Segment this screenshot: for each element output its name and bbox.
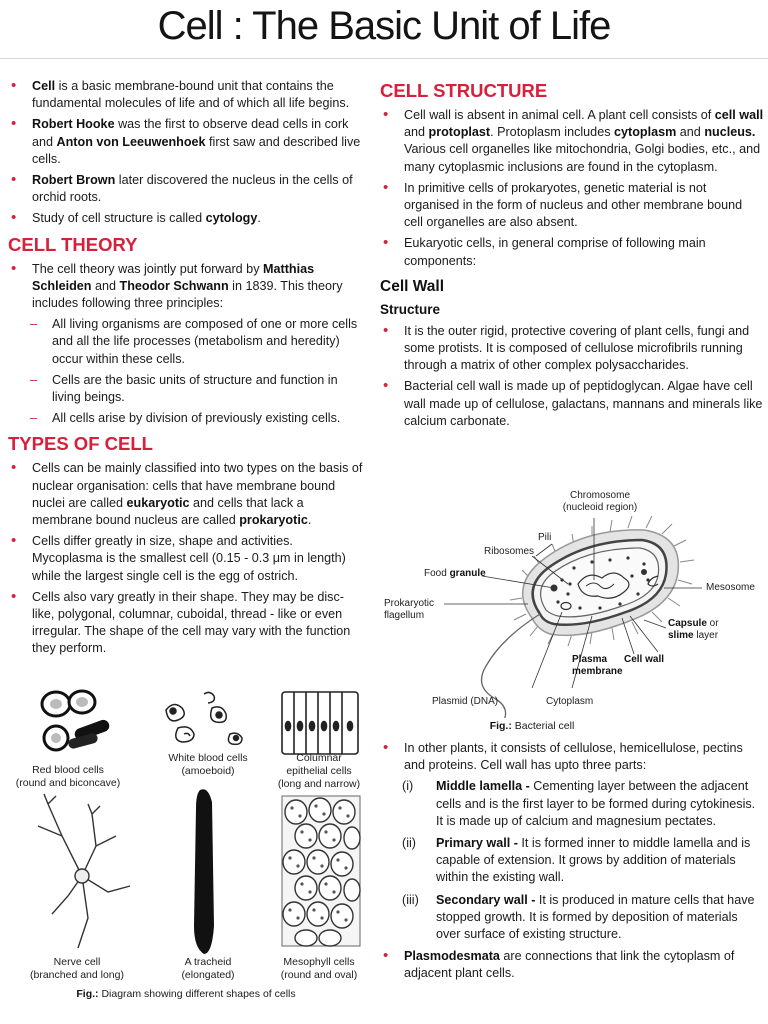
wbc-drawing — [166, 692, 242, 744]
food-granule-label: Food granule — [424, 568, 486, 579]
right-column-bottom — [380, 740, 764, 987]
types-point-3: • Cells also vary greatly in their shape. They may be disc-like, polygonal, columnar, cuboidal, thread - like or even irregular. The shape of the cell may vary with the function they perform. — [8, 589, 364, 658]
cell-wall-label: Cell wall — [624, 654, 665, 665]
bacterial-cell-drawing — [382, 488, 762, 718]
wall-part-secondary: (iii) Secondary wall - It is produced in mature cells that have stopped growth. It is formed by deposition of materials over surface of existing structure. — [402, 892, 755, 942]
cell-shapes-figure — [8, 686, 364, 1006]
capsule-label: Capsule or slime layer — [668, 618, 719, 641]
flagellum-label: Prokaryotic flagellum — [384, 598, 435, 621]
principle-2: – Cells are the basic units of structure and function in living beings. — [8, 372, 364, 406]
bacterial-figure-caption: Fig.: Bacterial cell — [489, 720, 575, 732]
cell-wall-heading: Cell Wall — [380, 277, 445, 295]
mesophyll-drawing — [282, 796, 360, 946]
cell-theory-heading: CELL THEORY — [8, 233, 138, 255]
rbc-drawing — [42, 691, 111, 750]
structure-point-3: • Eukaryotic cells, in general comprise of following main components: — [380, 235, 764, 269]
chromosome-label: Chromosome (nucleoid region) — [562, 490, 638, 513]
title-divider — [0, 58, 768, 59]
bacterial-cell-figure — [382, 488, 762, 738]
cytoplasm-label: Cytoplasm — [546, 696, 594, 707]
cell-shapes-drawing — [8, 686, 364, 986]
pili-label: Pili — [538, 532, 552, 543]
columnar-drawing — [282, 692, 358, 754]
structure-point-2: • In primitive cells of prokaryotes, genetic material is not organised in the form of nucleus and other membrane bound cell organelles are also absent. — [380, 180, 764, 232]
left-column — [8, 78, 364, 662]
shapes-figure-caption: Fig.: Diagram showing different shapes of cells — [76, 988, 296, 1000]
nerve-drawing — [38, 794, 130, 948]
right-column — [380, 78, 764, 434]
types-point-2: • Cells differ greatly in size, shape and activities. Mycoplasma is the smallest cell (0.15 - 0.3 μm in length) while the largest single cell is the egg of ostrich. — [8, 533, 364, 585]
page-title: Cell : The Basic Unit of Life — [157, 4, 611, 48]
intro-point-3: • Robert Brown later discovered the nucleus in the cells of orchid roots. — [8, 172, 364, 206]
wall-part-primary: (ii) Primary wall - It is formed inner to middle lamella and is capable of extension. It grows by addition of materials within the existing wall. — [402, 836, 751, 885]
intro-point-2: • Robert Hooke was the first to observe dead cells in cork and Anton von Leeuwenhoek first saw and described live cells. — [8, 116, 364, 168]
intro-point-1: • Cell is a basic membrane-bound unit that contains the fundamental molecules of life and of which all life begins. — [8, 78, 364, 112]
principle-1: – All living organisms are composed of one or more cells and all the life processes (metabolism and heredity) occur within these cells. — [8, 316, 364, 368]
intro-point-4: • Study of cell structure is called cytology. — [8, 210, 364, 227]
rbc-caption: Red blood cells (round and biconcave) — [15, 764, 121, 789]
wbc-caption: White blood cells (amoeboid) — [168, 752, 248, 777]
ribosomes-label: Ribosomes — [484, 546, 535, 557]
types-point-1: • Cells can be mainly classified into two types on the basis of nuclear organisation: cells that have membrane bound nuclei are called eukaryotic and cells that lack a membrane bound nucleus are called prokaryotic. — [8, 460, 364, 529]
structure-point-1: • Cell wall is absent in animal cell. A plant cell consists of cell wall and protoplast. Protoplasm includes cytoplasm and nucleus. Various cell organelles like mitochondria, Golgi bodies, etc., and many cytoplasmic inclusions are found in the cytoplasm. — [380, 107, 764, 176]
wall-point-2: • Bacterial cell wall is made up of peptidoglycan. Algae have cell wall made up of cellulose, galactans, mannans and minerals like calcium carbonate. — [380, 378, 764, 430]
cell-structure-heading: CELL STRUCTURE — [380, 80, 548, 101]
plasmid-label: Plasmid (DNA) — [432, 696, 499, 707]
types-of-cell-heading: TYPES OF CELL — [8, 433, 153, 455]
columnar-caption: Columnar epithelial cells (long and narrow) — [277, 752, 361, 790]
cell-theory-intro: • The cell theory was jointly put forward by Matthias Schleiden and Theodor Schwann in 1839. This theory includes following three principles: — [8, 261, 364, 313]
mesophyll-caption: Mesophyll cells (round and oval) — [280, 956, 358, 981]
principle-3: – All cells arise by division of previously existing cells. — [8, 410, 364, 427]
other-plants-point: • In other plants, it consists of cellulose, hemicellulose, pectins and proteins. Cell wall has upto three parts: — [380, 740, 764, 774]
nerve-caption: Nerve cell (branched and long) — [30, 956, 124, 981]
structure-subheading: Structure — [380, 301, 441, 317]
wall-part-middle-lamella: (i) Middle lamella - Cementing layer between the adjacent cells and is the first layer to be formed during cytokinesis. It is made up of calcium and magnesium pectates. — [402, 779, 756, 828]
tracheid-caption: A tracheid (elongated) — [181, 956, 235, 981]
wall-point-1: • It is the outer rigid, protective covering of plant cells, fungi and some protists. It is composed of cellulose microfibrils running through a matrix of other complex polysaccharides. — [380, 323, 764, 375]
mesosome-label: Mesosome — [706, 582, 755, 593]
plasmodesmata-point: • Plasmodesmata are connections that link the cytoplasm of adjacent plant cells. — [380, 948, 764, 982]
tracheid-drawing — [194, 789, 214, 954]
plasma-membrane-label: Plasma membrane — [572, 654, 623, 677]
